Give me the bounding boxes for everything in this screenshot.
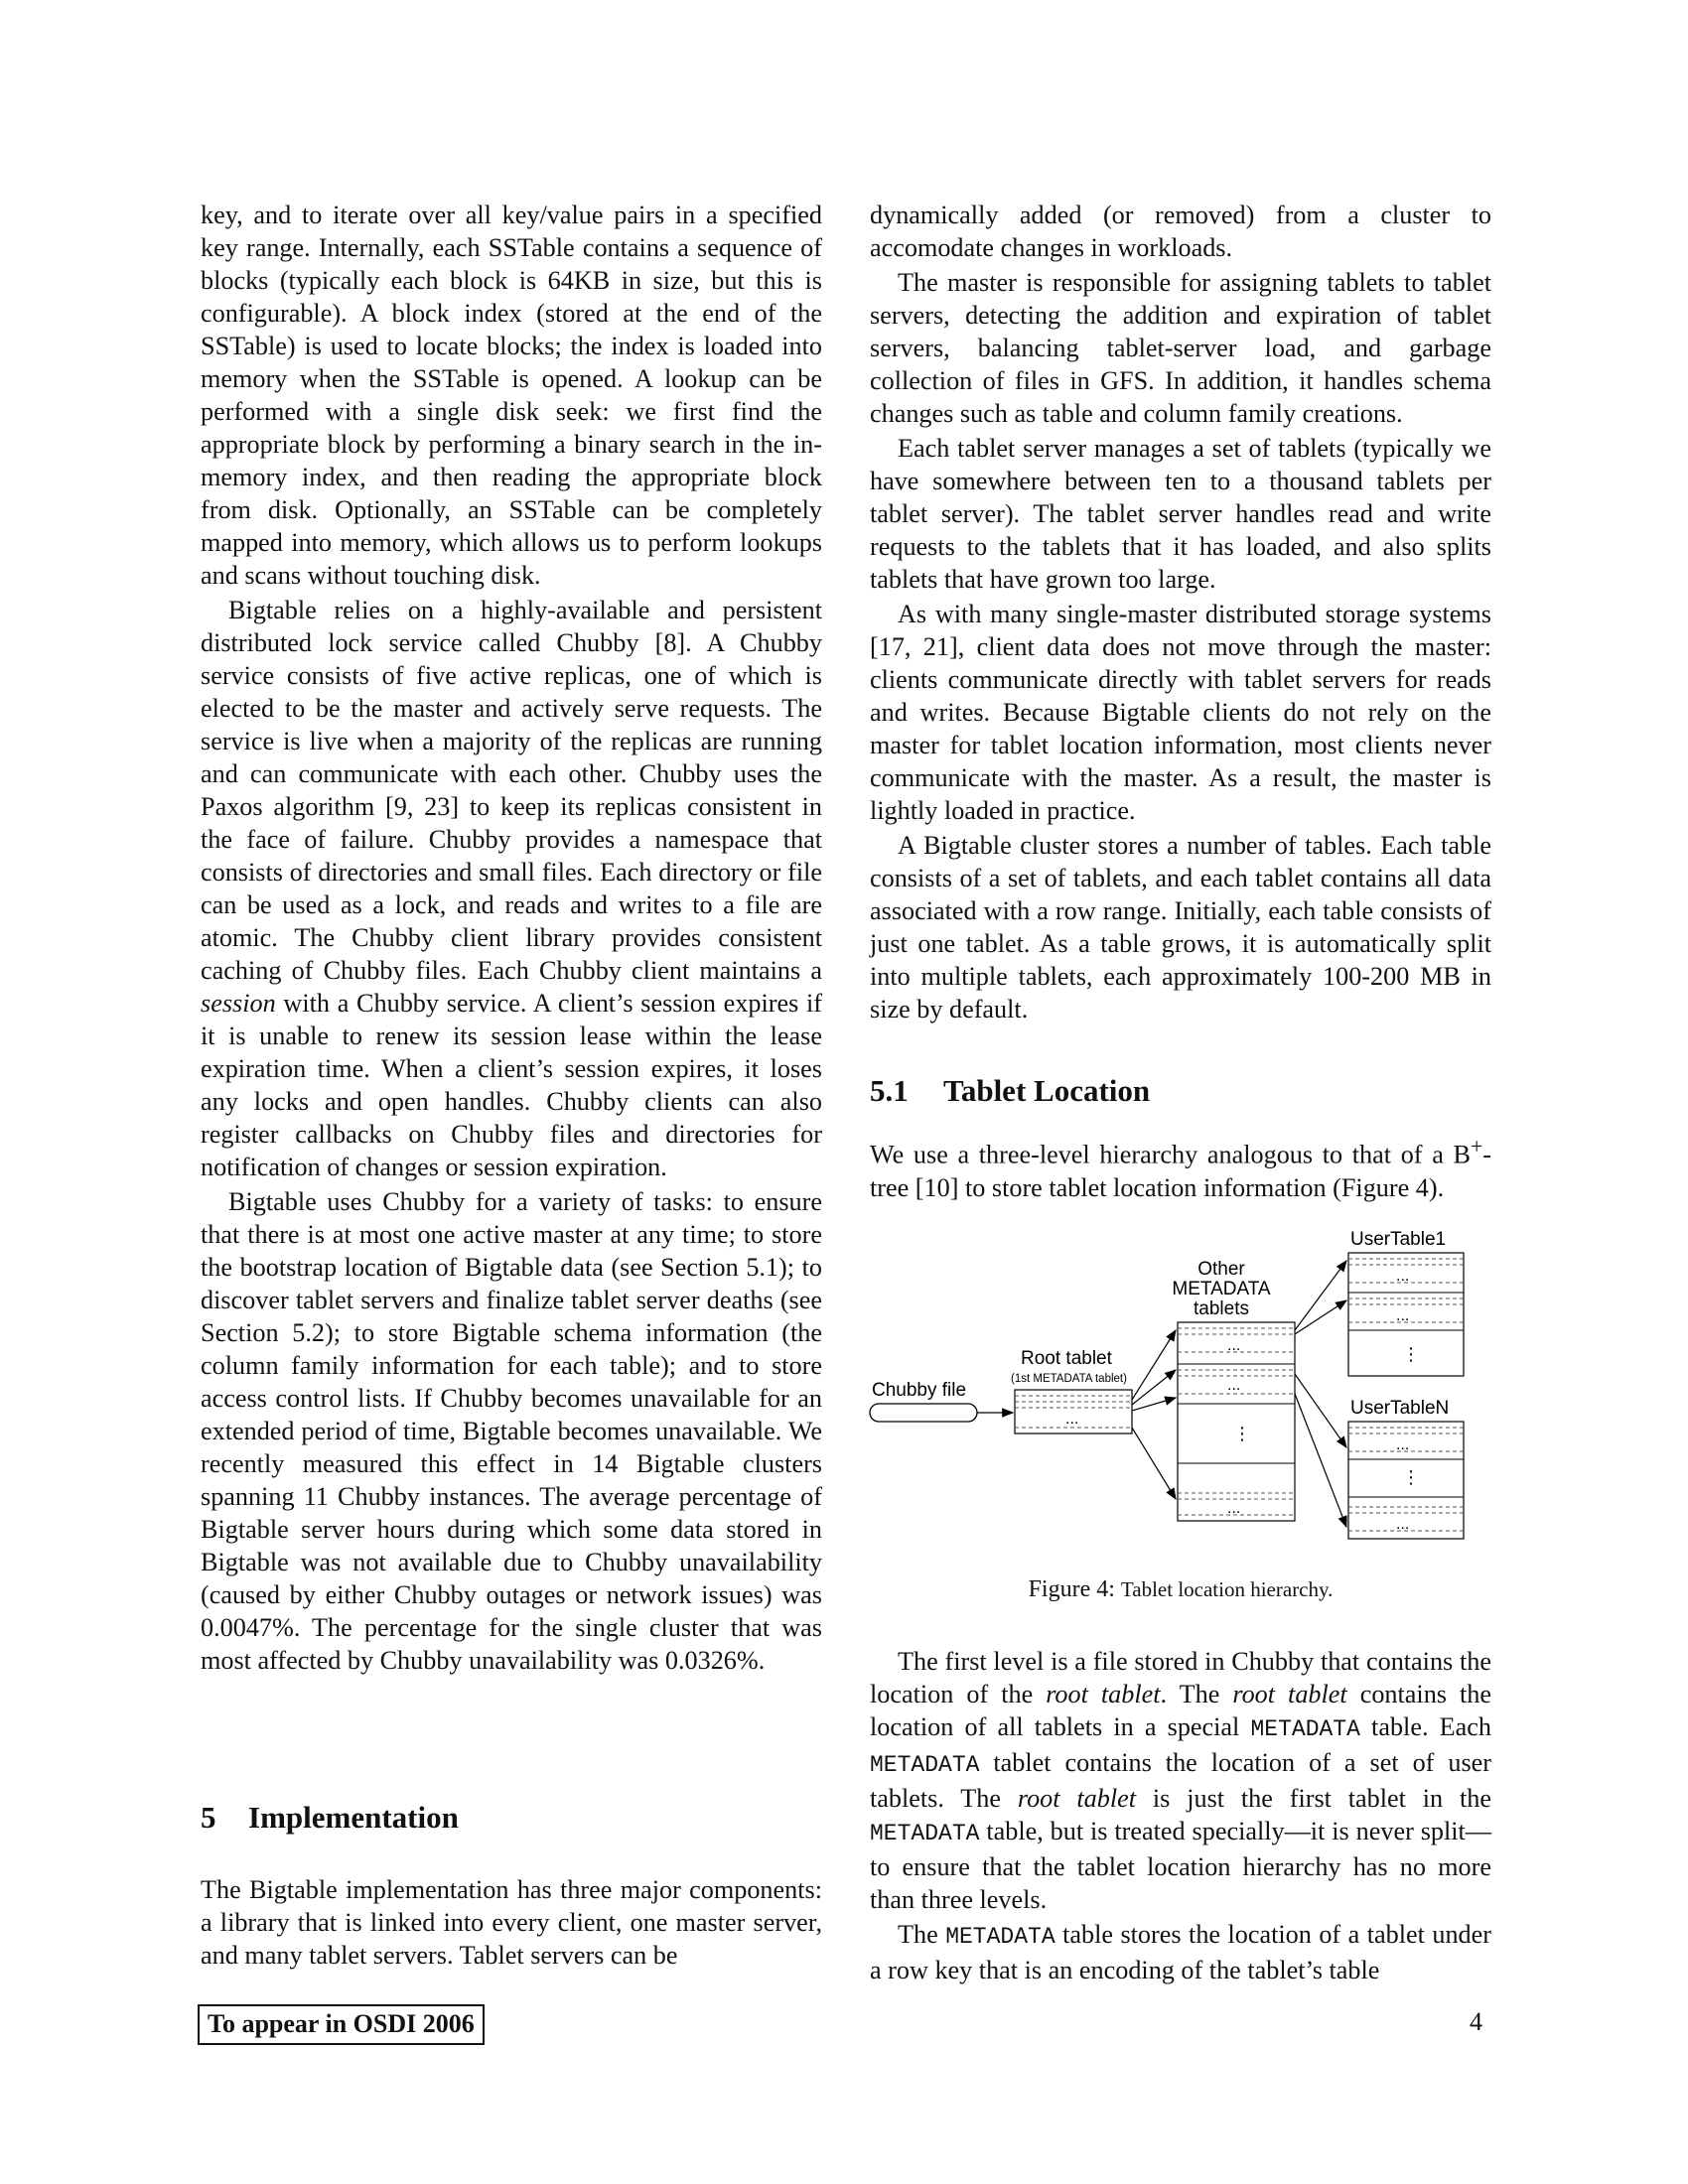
metadata-label-3: tablets (1194, 1298, 1249, 1319)
arrow-meta-to-user1-b (1295, 1300, 1346, 1334)
svg-text:⋮: ⋮ (1233, 1424, 1251, 1443)
arrow-meta-to-usern-b (1295, 1394, 1346, 1527)
chubby-file-label: Chubby file (872, 1380, 967, 1401)
arrow-meta-to-user1-a (1295, 1261, 1346, 1330)
usertablen-label: UserTableN (1350, 1398, 1450, 1419)
chubby-file-shape (870, 1404, 977, 1422)
figure-tablet-hierarchy (864, 1219, 1499, 1547)
svg-text:...: ... (1227, 1377, 1241, 1394)
paragraph-single-master: As with many single-master distributed storage systems [17, 21], client data does not move through the master: clients communicate directly with tablet servers for reads and writes. Because Bigtable clients do not rely on the master for tablet location information, most clients never communicate with the master. As a result, the master is lightly loaded in practice. (870, 600, 1491, 825)
root-tablet-sublabel: (1st METADATA tablet) (1011, 1373, 1127, 1385)
svg-text:...: ... (1227, 1500, 1241, 1517)
figure-caption: Figure 4: Tablet location hierarchy. (1028, 1576, 1334, 1602)
paragraph-dynamic: dynamically added (or removed) from a cluster to accomodate changes in workloads. (870, 201, 1491, 262)
subsection-heading-tablet-location: 5.1 Tablet Location (870, 1073, 1151, 1108)
usertablen-box (1348, 1422, 1464, 1539)
paragraph-tablet-server: Each tablet server manages a set of tablets (typically we have somewhere between ten to a thousand tablets per tablet server). The tablet server handles read and write requests to the tablets that it has loaded, and also splits tablets that have grown too large. (870, 434, 1491, 594)
metadata-label-1: Other (1197, 1259, 1245, 1280)
paragraph-master: The master is responsible for assigning tablets to tablet servers, detecting the addition and expiration of tablet servers, balancing tablet-server load, and garbage collection of files in GFS. In addition, it handles schema changes such as table and column family creations. (870, 268, 1491, 428)
svg-text:⋮: ⋮ (1402, 1344, 1420, 1364)
page-number: 4 (1470, 2007, 1482, 2036)
left-column (201, 199, 822, 1677)
svg-text:...: ... (1396, 1307, 1410, 1324)
svg-text:...: ... (1396, 1268, 1410, 1285)
svg-text:...: ... (1396, 1436, 1410, 1453)
usertable1-label: UserTable1 (1350, 1229, 1447, 1250)
paragraph-chubby-uses: Bigtable uses Chubby for a variety of tasks: to ensure that there is at most one active master at any time; to store the bootstrap location of Bigtable data (see Section 5.1); to discover tablet servers and finalize tablet server deaths (see Section 5.2); to store Bigtable schema information (the column family information for each table); and to store access control lists. If Chubby becomes unavailable for an extended period of time, Bigtable becomes unavailable. We recently measured this effect in 14 Bigtable clusters spanning 11 Chubby instances. The average percentage of Bigtable server hours during which some data stored in Bigtable was not available due to Chubby unavailability (caused by either Chubby outages or network issues) was 0.0047%. The percentage for the single cluster that was most affected by Chubby unavailability was 0.0326%. (201, 1187, 822, 1675)
arrow-root-to-meta-4 (1132, 1428, 1176, 1499)
metadata-label-2: METADATA (1172, 1279, 1271, 1299)
section-heading-implementation: 5 Implementation (201, 1800, 459, 1835)
arrow-meta-to-usern-a (1295, 1374, 1346, 1447)
venue-box: To appear in OSDI 2006 (198, 2004, 485, 2045)
paragraph-sstable: key, and to iterate over all key/value pairs in a specified key range. Internally, each SSTable contains a sequence of blocks (typically each block is 64KB in size, but this is configurable). A block index (stored at the end of the SSTable) is used to locate blocks; the index is loaded into memory when the SSTable is opened. A lookup can be performed with a single disk seek: we first find the appropriate block by performing a binary search in the in-memory index, and then reading the appropriate block from disk. Optionally, an SSTable can be completely mapped into memory, which allows us to perform lookups and scans without touching disk. (201, 201, 822, 590)
paragraph-implementation: The Bigtable implementation has three major components: a library that is linked into every client, one master server, and many tablet servers. Tablet servers can be (201, 1875, 822, 1970)
right-column (870, 199, 1491, 1025)
metadata-tablets-box (1178, 1322, 1295, 1521)
svg-text:...: ... (1396, 1516, 1410, 1533)
svg-text:⋮: ⋮ (1402, 1467, 1420, 1487)
svg-text:...: ... (1065, 1411, 1079, 1428)
svg-text:...: ... (1227, 1337, 1241, 1354)
paragraph-first-level: The first level is a file stored in Chubby that contains the location of the root tablet. The root tablet contains the location of all tablets in a special METADATA table. Each METADATA tablet contains the location of a set of user tablets. The root tablet is just the first tablet in the METADATA table, but is treated specially—it is never split—to ensure that the tablet location hierarchy has no more than three levels. (870, 1647, 1491, 1914)
paragraph-cluster: A Bigtable cluster stores a number of tables. Each table consists of a set of tablets, and each tablet contains all data associated with a row range. Initially, each table consists of just one tablet. As a table grows, it is automatically split into multiple tablets, each approximately 100-200 MB in size by default. (870, 831, 1491, 1024)
paragraph-hierarchy: We use a three-level hierarchy analogous to that of a B+-tree [10] to store tablet location information (Figure 4). (870, 1135, 1491, 1202)
root-tablet-label: Root tablet (1021, 1348, 1112, 1369)
usertable1-box (1348, 1253, 1464, 1376)
root-tablet-box (1015, 1390, 1132, 1433)
paragraph-metadata-table: The METADATA table stores the location of a tablet under a row key that is an encoding of the tablet’s table (870, 1920, 1491, 1984)
tablet-hierarchy-diagram (864, 1219, 1499, 1547)
paragraph-chubby: Bigtable relies on a highly-available and persistent distributed lock service called Chubby [8]. A Chubby service consists of five active replicas, one of which is elected to be the master and actively serve requests. The service is live when a majority of the replicas are running and can communicate with each other. Chubby uses the Paxos algorithm [9, 23] to keep its replicas consistent in the face of failure. Chubby provides a namespace that consists of directories and small files. Each directory or file can be used as a lock, and reads and writes to a file are atomic. The Chubby client library provides consistent caching of Chubby files. Each Chubby client maintains a session with a Chubby service. A client’s session expires if it is unable to renew its session lease within the lease expiration time. When a client’s session expires, it loses any locks and open handles. Chubby clients can also register callbacks on Chubby files and directories for notification of changes or session expiration. (201, 596, 822, 1181)
arrow-root-to-meta-1 (1132, 1330, 1176, 1400)
right-column-bottom (870, 1645, 1491, 1986)
